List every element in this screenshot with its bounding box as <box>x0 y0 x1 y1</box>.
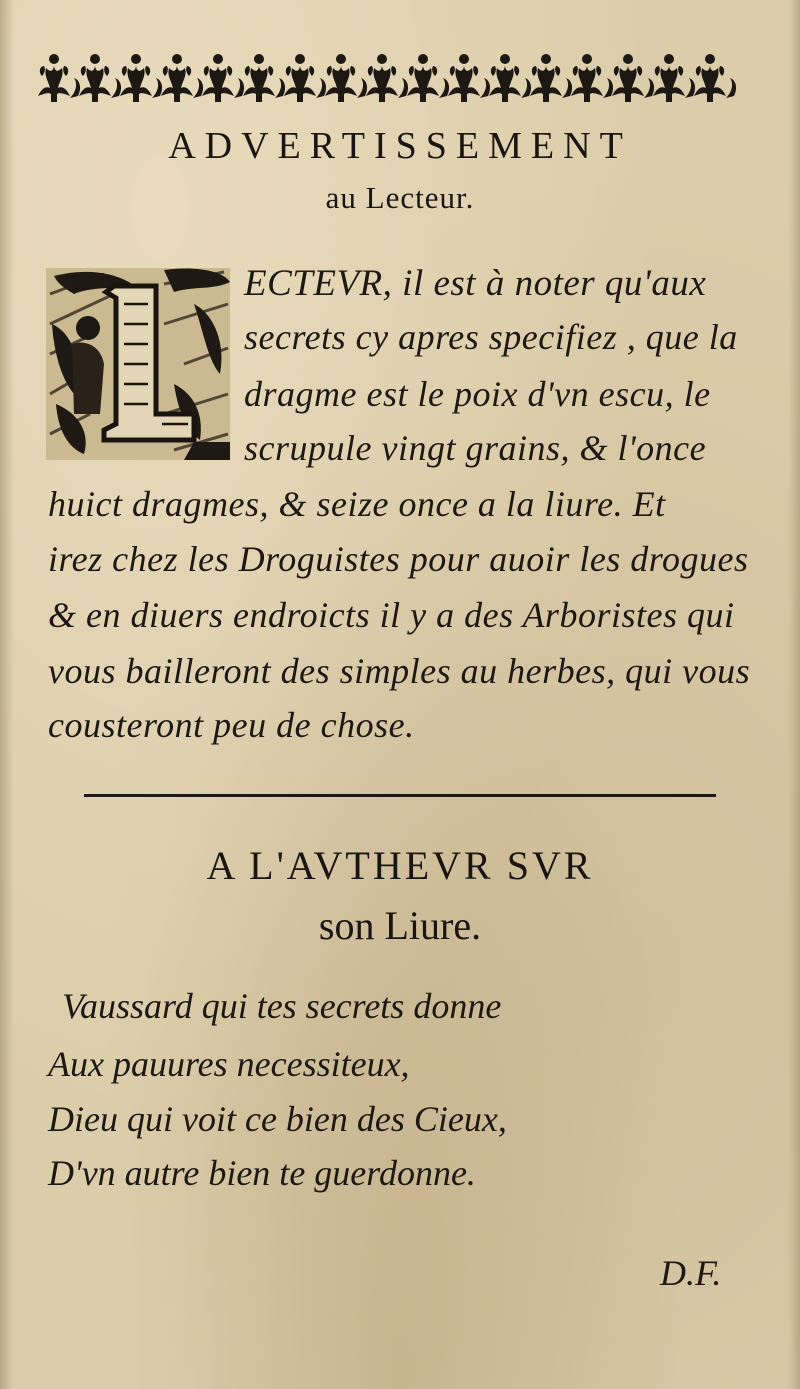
heading-title: ADVERTISSEMENT <box>168 125 632 167</box>
paragraph-line-3: dragme est le poix d'vn escu, le <box>244 374 711 414</box>
verse-line-3: Dieu qui voit ce bien des Cieux, <box>48 1099 507 1139</box>
signature: D.F. <box>660 1253 722 1293</box>
paragraph-line-6: irez chez les Droguistes pour auoir les drogues <box>48 539 749 579</box>
paragraph-line-7: & en diuers endroicts il y a des Arboristes qui <box>48 595 735 635</box>
poem-title: A L'AVTHEVR SVR <box>206 843 594 888</box>
paragraph-line-4: scrupule vingt grains, & l'once <box>244 428 707 468</box>
verse-line-4: D'vn autre bien te guerdonne. <box>48 1153 476 1193</box>
fleuron-band-icon <box>36 48 744 106</box>
poem-subtitle: son Liure. <box>318 903 482 948</box>
paragraph-line-9: cousteront peu de chose. <box>48 705 415 745</box>
verse-line-2: Aux pauures necessiteux, <box>48 1044 410 1084</box>
paragraph-line-1: ECTEVR, il est à noter qu'aux <box>244 263 707 304</box>
section-divider <box>84 794 716 797</box>
paragraph-line-5: huict dragmes, & seize once a la liure. Et <box>48 484 666 524</box>
paragraph-line-8: vous bailleront des simples au herbes, qui vous <box>48 651 751 691</box>
decorated-initial-L-icon <box>44 264 234 464</box>
paragraph-line-2: secrets cy apres specifiez , que la <box>244 317 738 357</box>
heading-subtitle: au Lecteur. <box>325 180 475 215</box>
verse-line-1: Vaussard qui tes secrets donne <box>62 986 502 1026</box>
